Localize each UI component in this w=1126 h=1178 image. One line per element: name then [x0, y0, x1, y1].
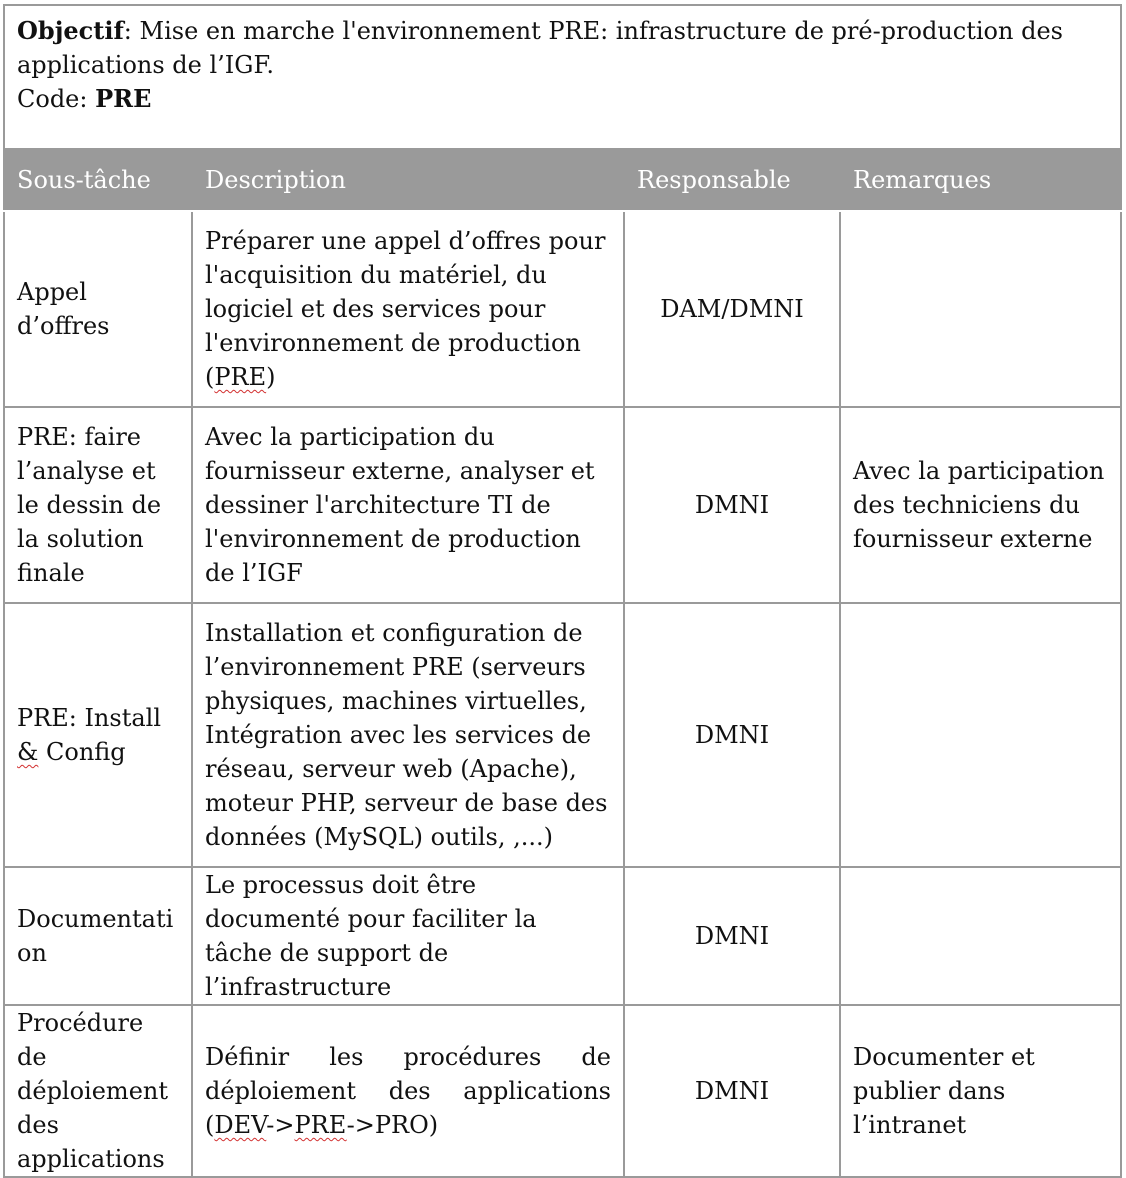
cell-description [192, 1005, 624, 1177]
objective-label: Objectif [17, 16, 124, 45]
table-row [4, 407, 1121, 603]
spellcheck-mark: DEV [214, 1111, 267, 1139]
cell-responsible: DAM/DMNI [624, 211, 840, 407]
cell-responsible: DMNI [624, 603, 840, 867]
table-row [4, 603, 1121, 867]
subtask-text: PRE: Install [17, 704, 162, 732]
objective-text: : Mise en marche l'environnement PRE: infrastructure de pré-production des applications de l’IGF. [17, 17, 1063, 79]
cell-remarks: Documenter et publier dans l’intranet [840, 1005, 1121, 1177]
spellcheck-mark: PRE [294, 1111, 347, 1139]
table-row [4, 867, 1121, 1005]
header-remarks: Remarques [840, 149, 1121, 211]
cell-responsible: DMNI [624, 867, 840, 1005]
cell-subtask: Procédure de déploiement des applications [4, 1005, 192, 1177]
code-label: Code: [17, 85, 96, 113]
subtask-line-1: Documentati [17, 905, 174, 933]
cell-description: Le processus doit être documenté pour faciliter la tâche de support de l’infrastructure [192, 867, 624, 1005]
description-arrow: -> [266, 1111, 295, 1139]
cell-remarks [840, 211, 1121, 407]
cell-subtask: Appel d’offres [4, 211, 192, 407]
code-value: PRE [95, 84, 152, 113]
header-description: Description [192, 149, 624, 211]
description-text-end: ) [266, 363, 276, 391]
cell-description: Avec la participation du fournisseur externe, analyser et dessiner l'architecture TI de l'environnement de production de l’IGF [192, 407, 624, 603]
spellcheck-mark: & [17, 738, 39, 766]
cell-remarks: Avec la participation des techniciens du fournisseur externe [840, 407, 1121, 603]
subtask-line-2: on [17, 939, 47, 967]
cell-subtask: PRE: faire l’analyse et le dessin de la solution finale [4, 407, 192, 603]
table-row [4, 1005, 1121, 1177]
header-subtask: Sous-tâche [4, 149, 192, 211]
description-text: Préparer une appel d’offres pour l'acquisition du matériel, du logiciel et des services pour l'environnement de production ( [205, 227, 606, 391]
document-page [3, 4, 1120, 1178]
cell-description [192, 211, 624, 407]
objective-cell [4, 5, 1121, 149]
cell-responsible: DMNI [624, 407, 840, 603]
cell-responsible: DMNI [624, 1005, 840, 1177]
header-responsible: Responsable [624, 149, 840, 211]
cell-remarks [840, 867, 1121, 1005]
description-text-end: ->PRO) [346, 1111, 439, 1139]
table-row [4, 211, 1121, 407]
table-header-row [4, 149, 1121, 211]
cell-subtask [4, 603, 192, 867]
task-table [3, 4, 1122, 1178]
objective-row [4, 5, 1121, 149]
cell-description: Installation et configuration de l’environnement PRE (serveurs physiques, machines virtuelles, Intégration avec les services de réseau, serveur web (Apache), moteur PHP, serveur de base des données (MySQL) outils, ,...) [192, 603, 624, 867]
spellcheck-mark: PRE [214, 363, 267, 391]
subtask-text-end: Config [38, 738, 126, 766]
cell-remarks [840, 603, 1121, 867]
cell-subtask [4, 867, 192, 1005]
description-text: Définir les procédures de déploiement des applications ( [205, 1043, 611, 1139]
